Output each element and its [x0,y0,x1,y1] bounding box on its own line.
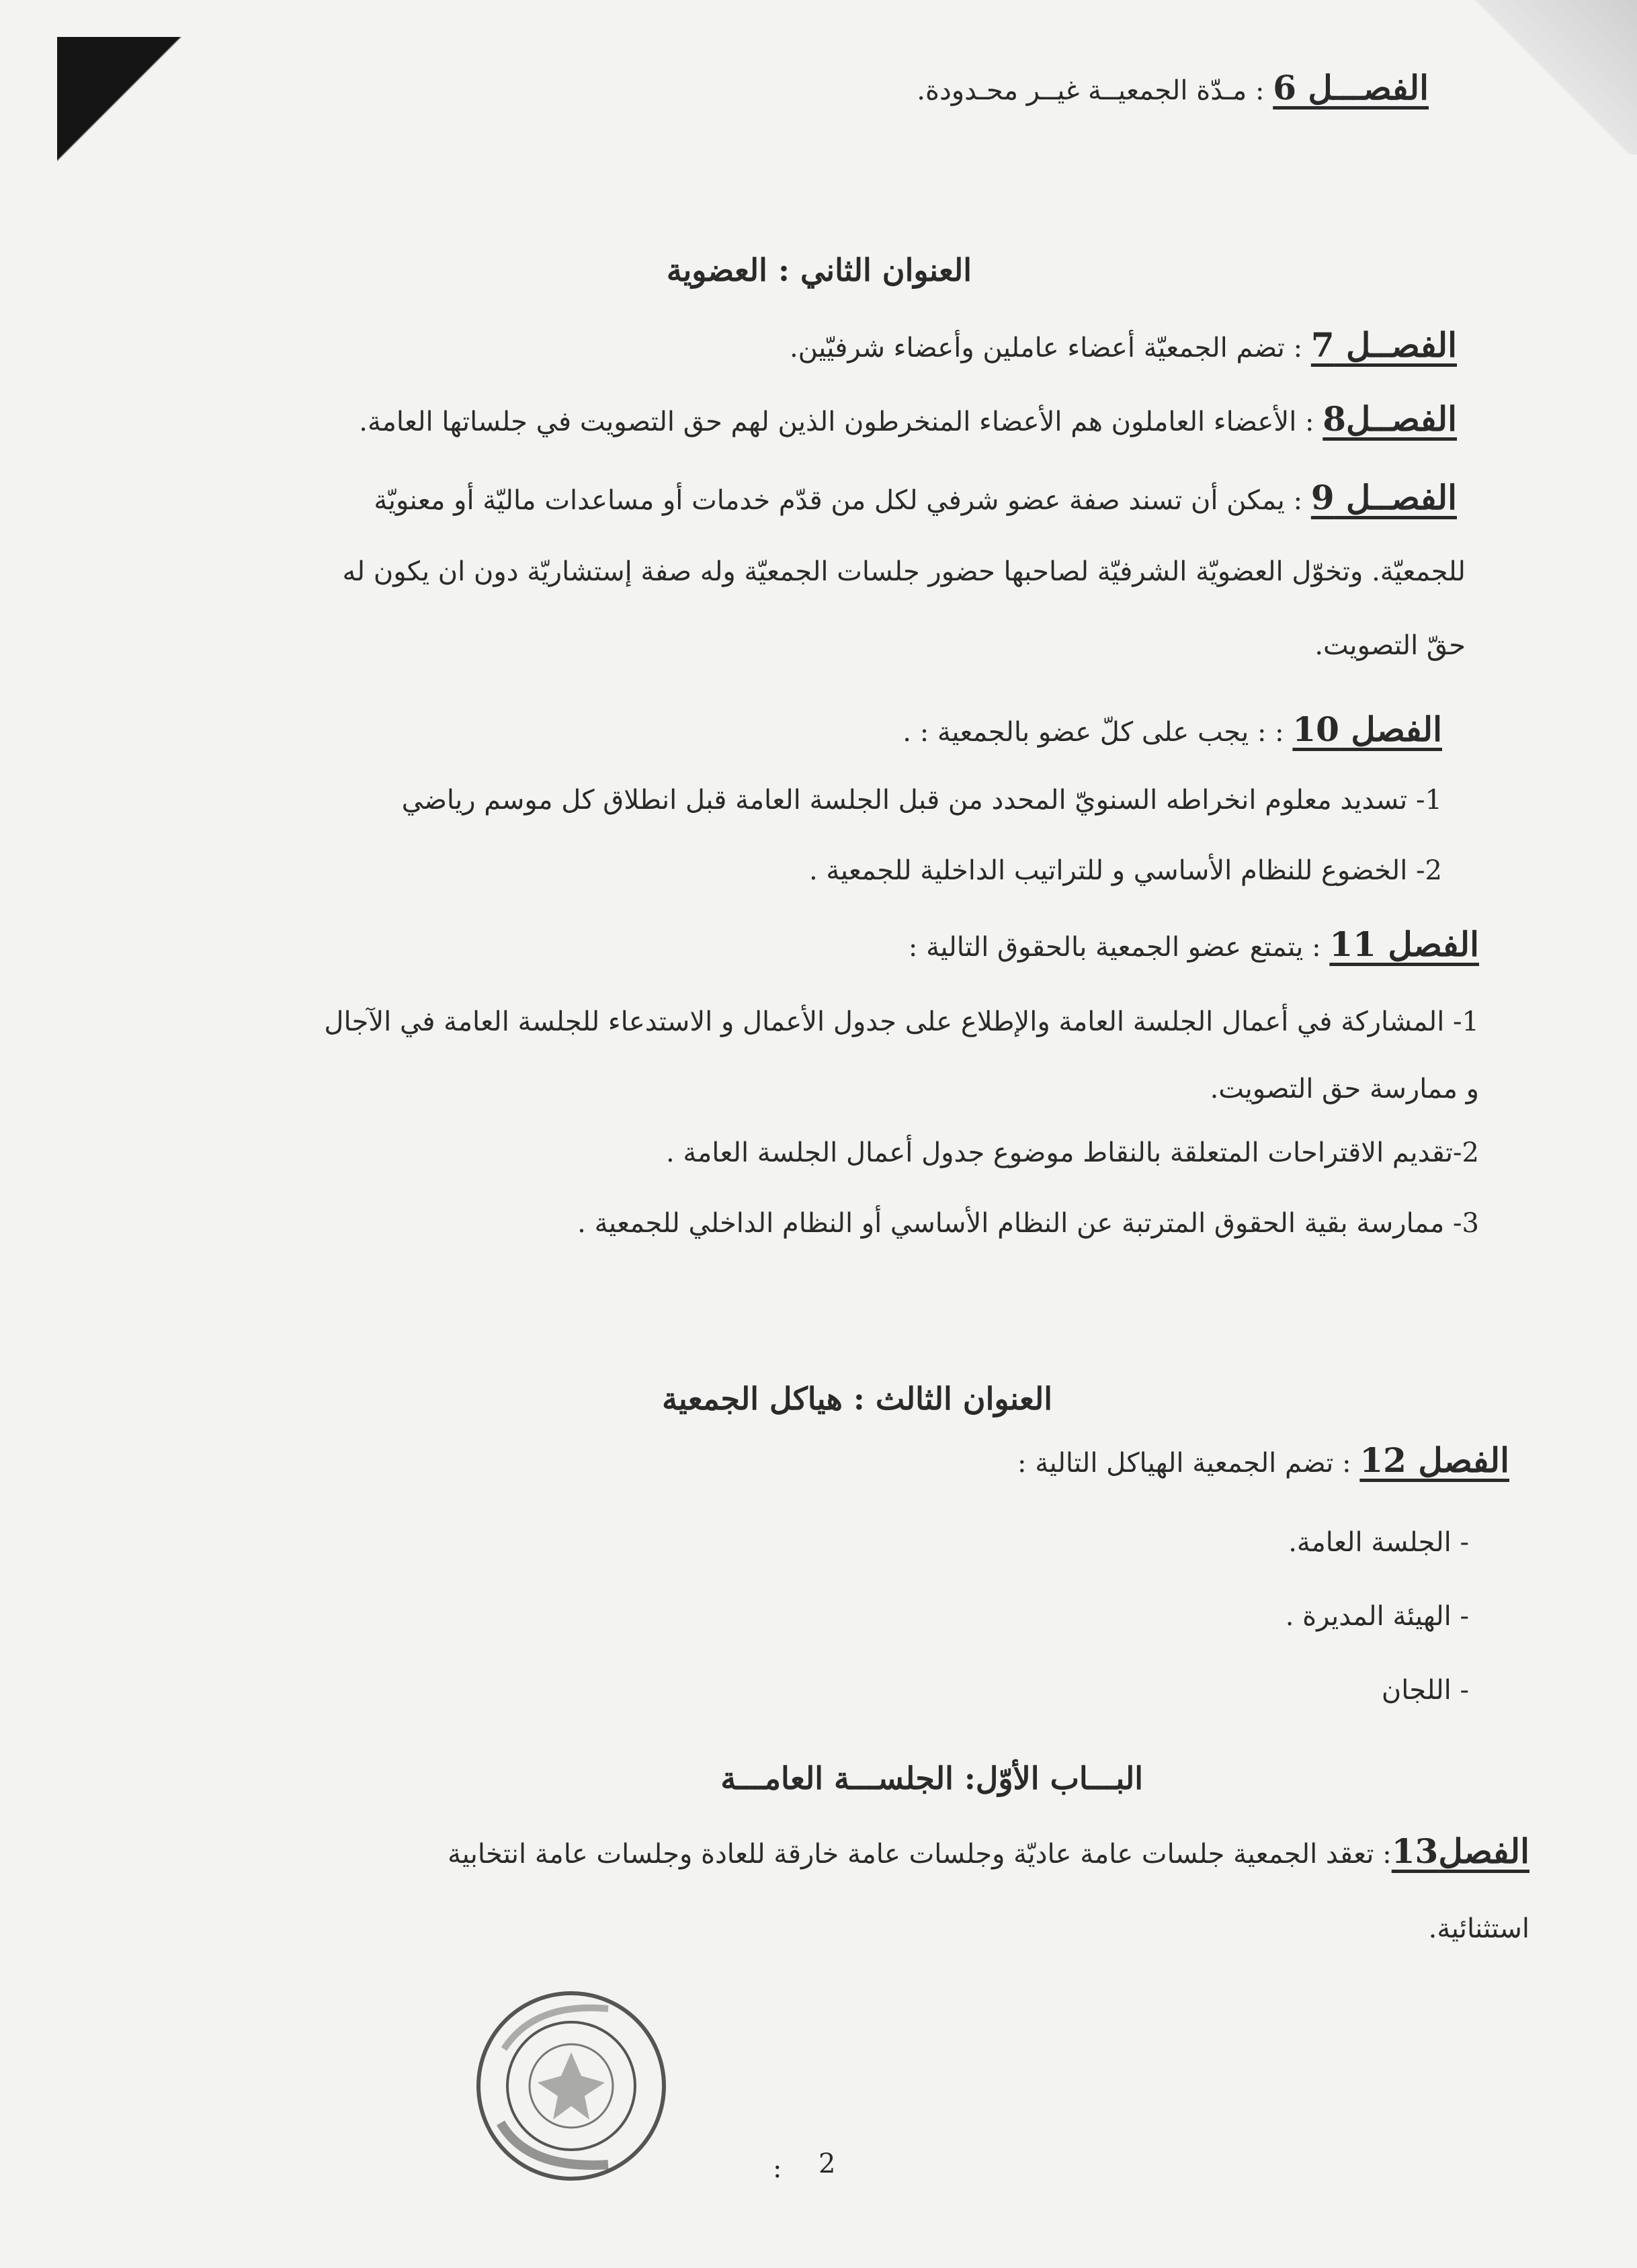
article-9-line-3: حقّ التصويت. [1314,630,1466,661]
article-13: الفصل13: تعقد الجمعية جلسات عامة عاديّة وجلسات عامة خارقة للعادة وجلسات عامة انتخابية [448,1831,1529,1871]
article-6: الفصـــل 6 : مـدّة الجمعيــة غيــر محـدودة. [917,68,1429,107]
article-11-item-3: 3- ممارسة بقية الحقوق المترتبة عن النظام الأساسي أو النظام الداخلي للجمعية . [577,1208,1479,1239]
article-9-line-2: للجمعيّة. وتخوّل العضويّة الشرفيّة لصاحبها حضور جلسات الجمعيّة وله صفة إستشاريّة دون ان يكون له [342,556,1466,587]
article-11-item-1-cont: و ممارسة حق التصويت. [1210,1074,1479,1104]
article-8: الفصــل8 : الأعضاء العاملون هم الأعضاء المنخرطون الذين لهم حق التصويت في جلساتها العامة. [359,399,1457,439]
article-11-item-2: 2-تقديم الاقتراحات المتعلقة بالنقاط موضوع جدول أعمال الجلسة العامة . [665,1137,1479,1168]
article-7: الفصــل 7 : تضم الجمعيّة أعضاء عاملين وأعضاء شرفيّين. [789,325,1457,365]
section-title-membership: العنوان الثاني : العضوية [666,252,972,288]
article-11: الفصل 11 : يتمتع عضو الجمعية بالحقوق التالية : [908,924,1479,964]
official-seal-stamp [474,1989,669,2183]
structure-board: - الهيئة المديرة . [1285,1601,1469,1632]
chapter-title-general-assembly: البـــاب الأوّل: الجلســـة العامـــة [720,1760,1143,1796]
page-number-colon: : [773,2153,782,2184]
page-fold-corner [1435,0,1637,155]
article-11-item-1: 1- المشاركة في أعمال الجلسة العامة والإطلاع على جدول الأعمال و الاستدعاء للجلسة العامة في الآجال [324,1006,1479,1037]
scan-shadow-corner [57,37,185,165]
page-number: 2 [818,2148,836,2179]
structure-general-assembly: - الجلسة العامة. [1288,1527,1469,1558]
article-10: الفصل 10 : : يجب على كلّ عضو بالجمعية : . [903,709,1442,749]
article-10-item-2: 2- الخضوع للنظام الأساسي و للتراتيب الداخلية للجمعية . [808,855,1442,886]
article-9: الفصــل 9 : يمكن أن تسند صفة عضو شرفي لكل من قدّم خدمات أو مساعدات ماليّة أو معنويّة [374,478,1457,517]
section-title-structures: العنوان الثالث : هياكل الجمعية [662,1381,1052,1417]
article-10-item-1: 1- تسديد معلوم انخراطه السنويّ المحدد من قبل الجلسة العامة قبل انطلاق كل موسم رياضي [401,785,1442,816]
article-13-line-2: استثنائية. [1428,1913,1529,1944]
structure-committees: - اللجان [1381,1675,1469,1706]
article-12: الفصل 12 : تضم الجمعية الهياكل التالية : [1017,1440,1509,1480]
